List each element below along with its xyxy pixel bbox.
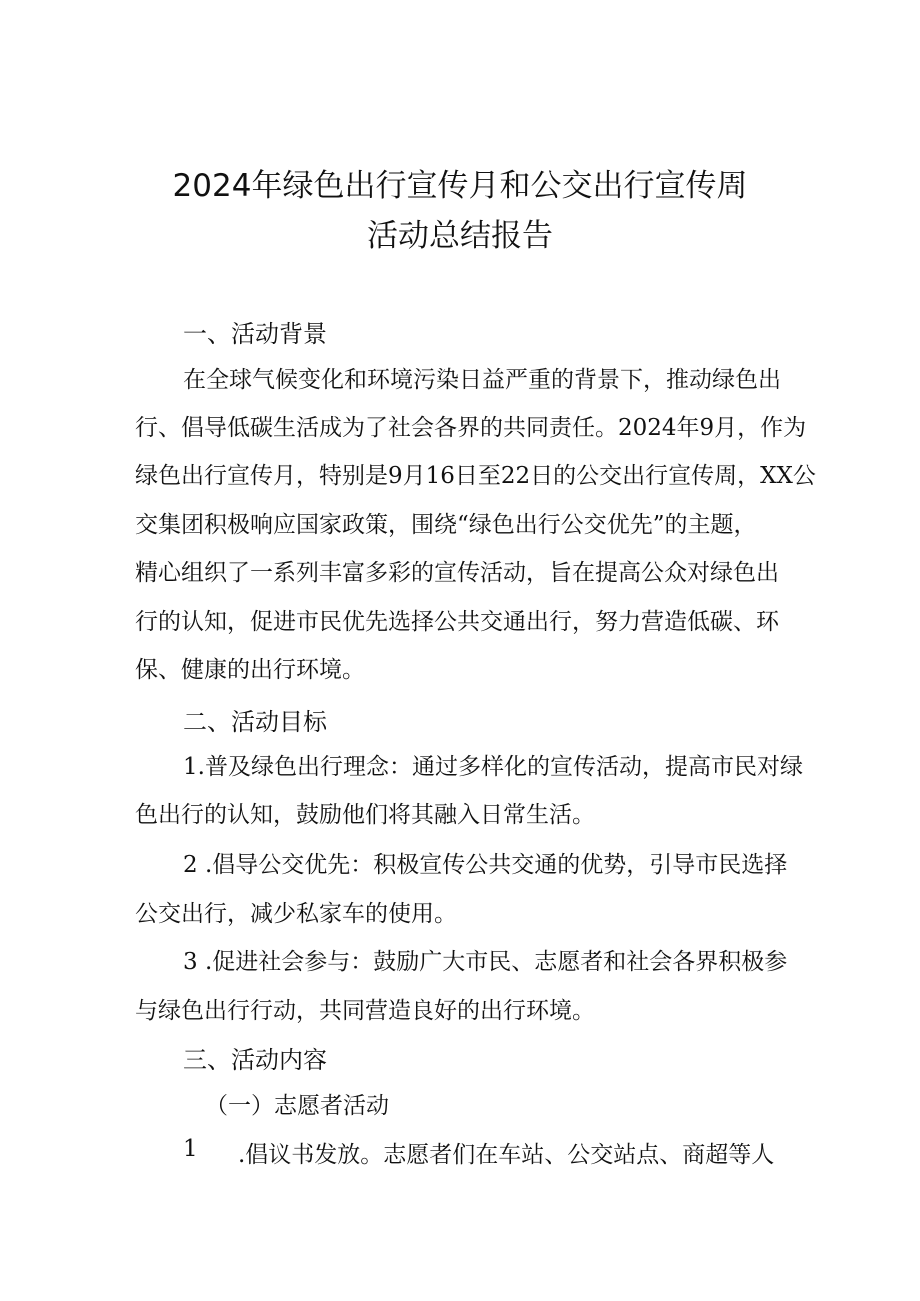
paragraph-line: 保、健康的出行环境。 [135,657,365,683]
content-item-1-number: 1 [183,1136,198,1162]
paragraph-line: 行、倡导低碳生活成为了社会各界的共同责任。2024年9月，作为 [135,415,807,441]
goal-item-2-line: 2 .倡导公交优先：积极宣传公共交通的优势，引导市民选择 [183,852,788,878]
paragraph-line: 在全球气候变化和环境污染日益严重的背景下，推动绿色出 [183,367,781,393]
content-item-1-text: .倡议书发放。志愿者们在车站、公交站点、商超等人 [238,1142,775,1168]
document-title-line-1: 2024年绿色出行宣传月和公交出行宣传周 [172,168,748,204]
section-heading-content: 三、活动内容 [183,1046,327,1074]
subsection-heading-volunteers: （一）志愿者活动 [205,1093,389,1119]
paragraph-line: 绿色出行宣传月，特别是9月16日至22日的公交出行宣传周，XX公 [135,463,816,489]
document-title-line-2: 活动总结报告 [367,218,553,254]
paragraph-line: 行的认知，促进市民优先选择公共交通出行，努力营造低碳、环 [135,609,779,635]
goal-item-1-line: 1.普及绿色出行理念：通过多样化的宣传活动，提高市民对绿 [183,754,803,780]
paragraph-line: 交集团积极响应国家政策，围绕“绿色出行公交优先”的主题， [135,512,757,538]
section-heading-background: 一、活动背景 [183,320,327,348]
goal-item-3-line: 3 .促进社会参与：鼓励广大市民、志愿者和社会各界积极参 [183,949,788,975]
goal-item-1-line: 色出行的认知，鼓励他们将其融入日常生活。 [135,802,595,828]
goal-item-3-line: 与绿色出行行动，共同营造良好的出行环境。 [135,998,595,1024]
paragraph-line: 精心组织了一系列丰富多彩的宣传活动，旨在提高公众对绿色出 [135,560,779,586]
section-heading-goals: 二、活动目标 [183,708,327,736]
goal-item-2-line: 公交出行，减少私家车的使用。 [135,901,457,927]
